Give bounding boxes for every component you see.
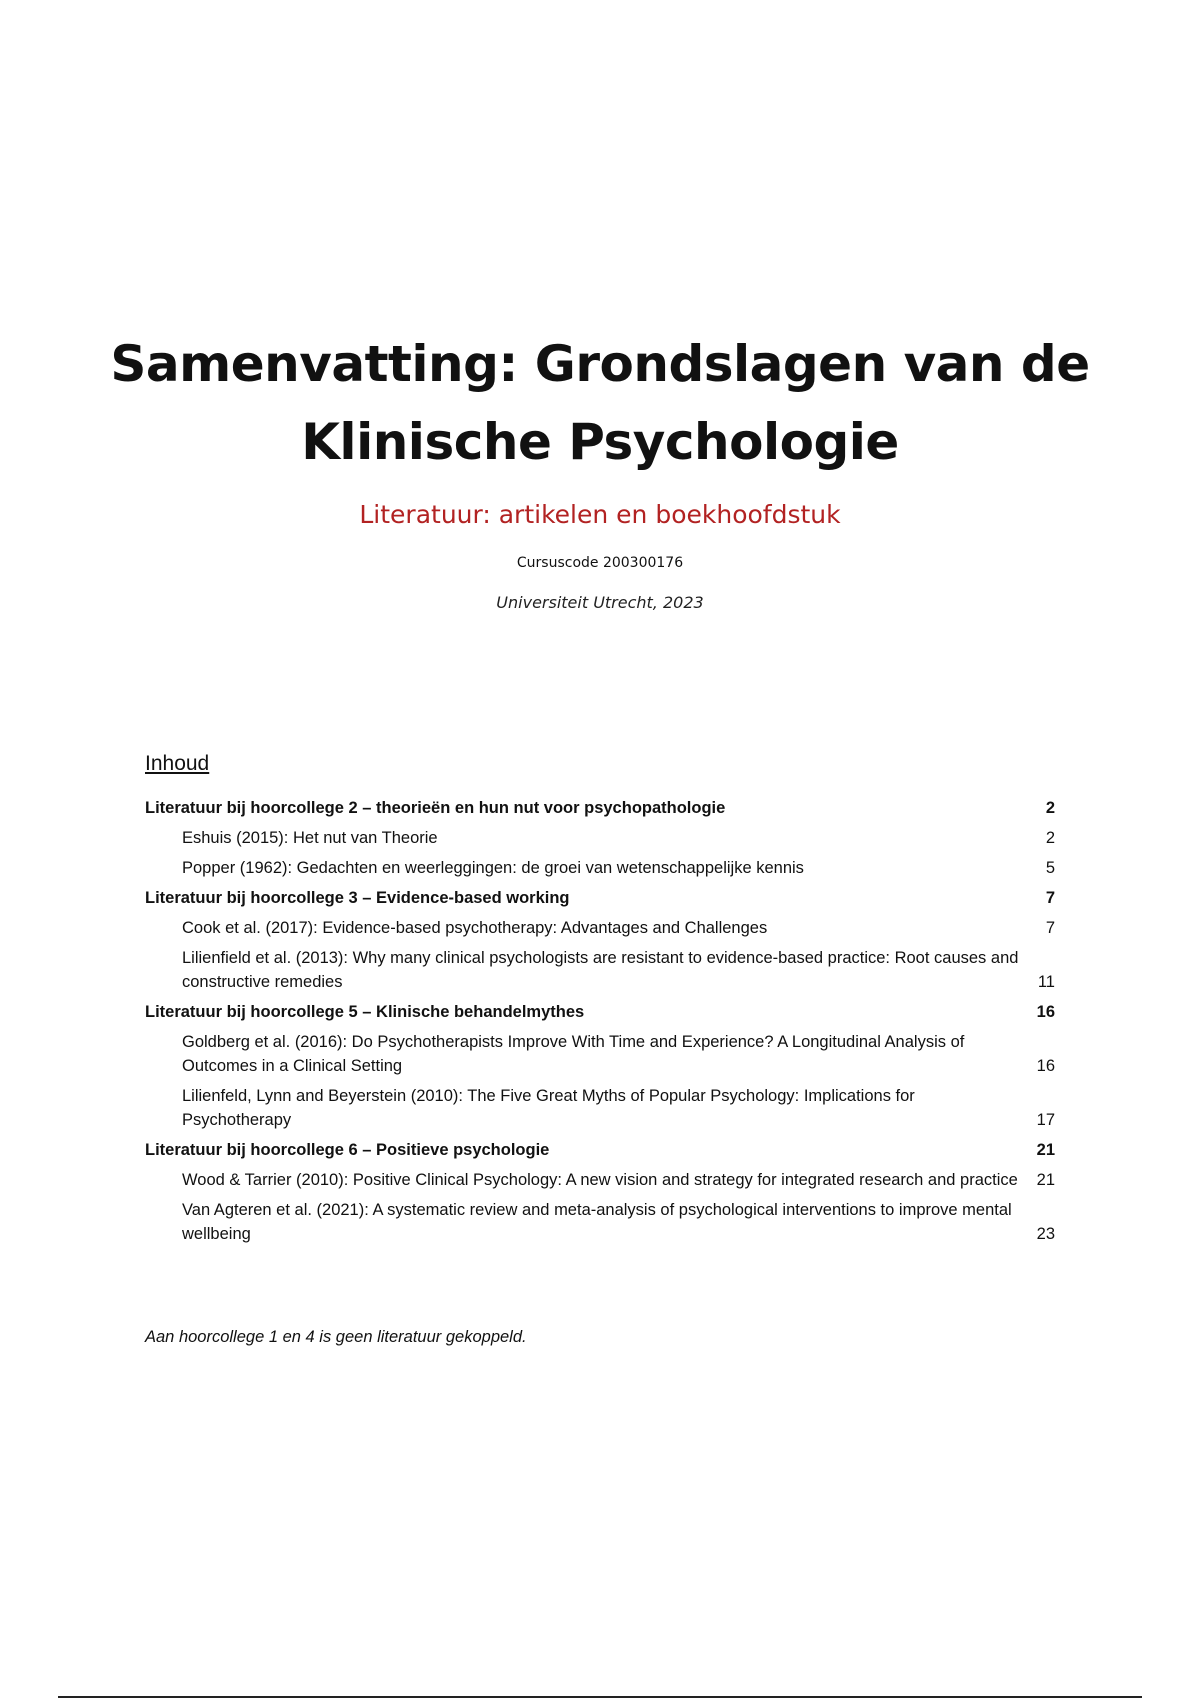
toc-section-page: 7 bbox=[1045, 889, 1055, 907]
toc-entry-title: Cook et al. (2017): Evidence-based psychotherapy: Advantages and Challenges bbox=[182, 919, 768, 937]
toc-entry-page: 17 bbox=[1036, 1111, 1055, 1129]
toc-section-page: 21 bbox=[1036, 1141, 1055, 1159]
toc-section-3[interactable] bbox=[145, 1000, 1055, 1024]
toc-entry[interactable] bbox=[145, 946, 1055, 994]
title-line-2: Klinische Psychologie bbox=[301, 413, 899, 471]
toc-entry-page: 2 bbox=[1045, 829, 1055, 847]
toc-body bbox=[145, 796, 1055, 1246]
toc-entry-title: Popper (1962): Gedachten en weerleggingen: de groei van wetenschappelijke kennis bbox=[182, 859, 804, 877]
table-of-contents bbox=[145, 750, 1055, 1252]
toc-entry-title: Wood & Tarrier (2010): Positive Clinical Psychology: A new vision and strategy for integrated research and practice bbox=[182, 1171, 1018, 1189]
literature-note: Aan hoorcollege 1 en 4 is geen literatuur gekoppeld. bbox=[145, 1328, 527, 1346]
toc-entry-title: Goldberg et al. (2016): Do Psychotherapists Improve With Time and Experience? A Longitudinal Analysis of Outcomes in a Clinical Setting bbox=[182, 1033, 965, 1075]
toc-entry-title: Lilienfeld, Lynn and Beyerstein (2010): The Five Great Myths of Popular Psychology: Implications for Psychotherapy bbox=[182, 1087, 915, 1129]
toc-entry[interactable] bbox=[145, 916, 1055, 940]
toc-entry-title: Van Agteren et al. (2021): A systematic review and meta-analysis of psychological interventions to improve mental wellbeing bbox=[182, 1201, 1012, 1243]
toc-entry-title: Eshuis (2015): Het nut van Theorie bbox=[182, 829, 438, 847]
university-year: Universiteit Utrecht, 2023 bbox=[496, 593, 704, 612]
toc-entry-page: 16 bbox=[1036, 1057, 1055, 1075]
toc-section-title: Literatuur bij hoorcollege 6 – Positieve psychologie bbox=[145, 1141, 550, 1159]
toc-entry-page: 5 bbox=[1045, 859, 1055, 877]
toc-entry-page: 7 bbox=[1045, 919, 1055, 937]
document-subtitle: Literatuur: artikelen en boekhoofdstuk bbox=[359, 500, 841, 529]
toc-section-1[interactable] bbox=[145, 796, 1055, 820]
toc-entry-page: 21 bbox=[1036, 1171, 1055, 1189]
toc-section-page: 16 bbox=[1036, 1003, 1055, 1021]
toc-section-4[interactable] bbox=[145, 1138, 1055, 1162]
toc-section-2[interactable] bbox=[145, 886, 1055, 910]
footer-divider bbox=[58, 1696, 1142, 1698]
toc-entry[interactable] bbox=[145, 1168, 1055, 1192]
toc-section-title: Literatuur bij hoorcollege 3 – Evidence-based working bbox=[145, 889, 570, 907]
toc-section-title: Literatuur bij hoorcollege 5 – Klinische behandelmythes bbox=[145, 1003, 585, 1021]
title-block bbox=[100, 325, 1100, 613]
toc-section-page: 2 bbox=[1045, 799, 1055, 817]
course-code: Cursuscode 200300176 bbox=[516, 555, 684, 571]
toc-entry[interactable] bbox=[145, 1084, 1055, 1132]
toc-entry-page: 23 bbox=[1036, 1225, 1055, 1243]
toc-entry[interactable] bbox=[145, 1030, 1055, 1078]
toc-entry[interactable] bbox=[145, 1198, 1055, 1246]
document-title bbox=[100, 325, 1100, 481]
toc-entry[interactable] bbox=[145, 826, 1055, 850]
toc-section-title: Literatuur bij hoorcollege 2 – theorieën en hun nut voor psychopathologie bbox=[145, 799, 726, 817]
title-line-1: Samenvatting: Grondslagen van de bbox=[110, 335, 1090, 393]
toc-entry-page: 11 bbox=[1037, 973, 1055, 991]
toc-entry-title: Lilienfield et al. (2013): Why many clinical psychologists are resistant to evidence-based practice: Root causes and constructive remedies bbox=[182, 949, 1019, 991]
toc-heading: Inhoud bbox=[145, 752, 210, 775]
toc-entry[interactable] bbox=[145, 856, 1055, 880]
